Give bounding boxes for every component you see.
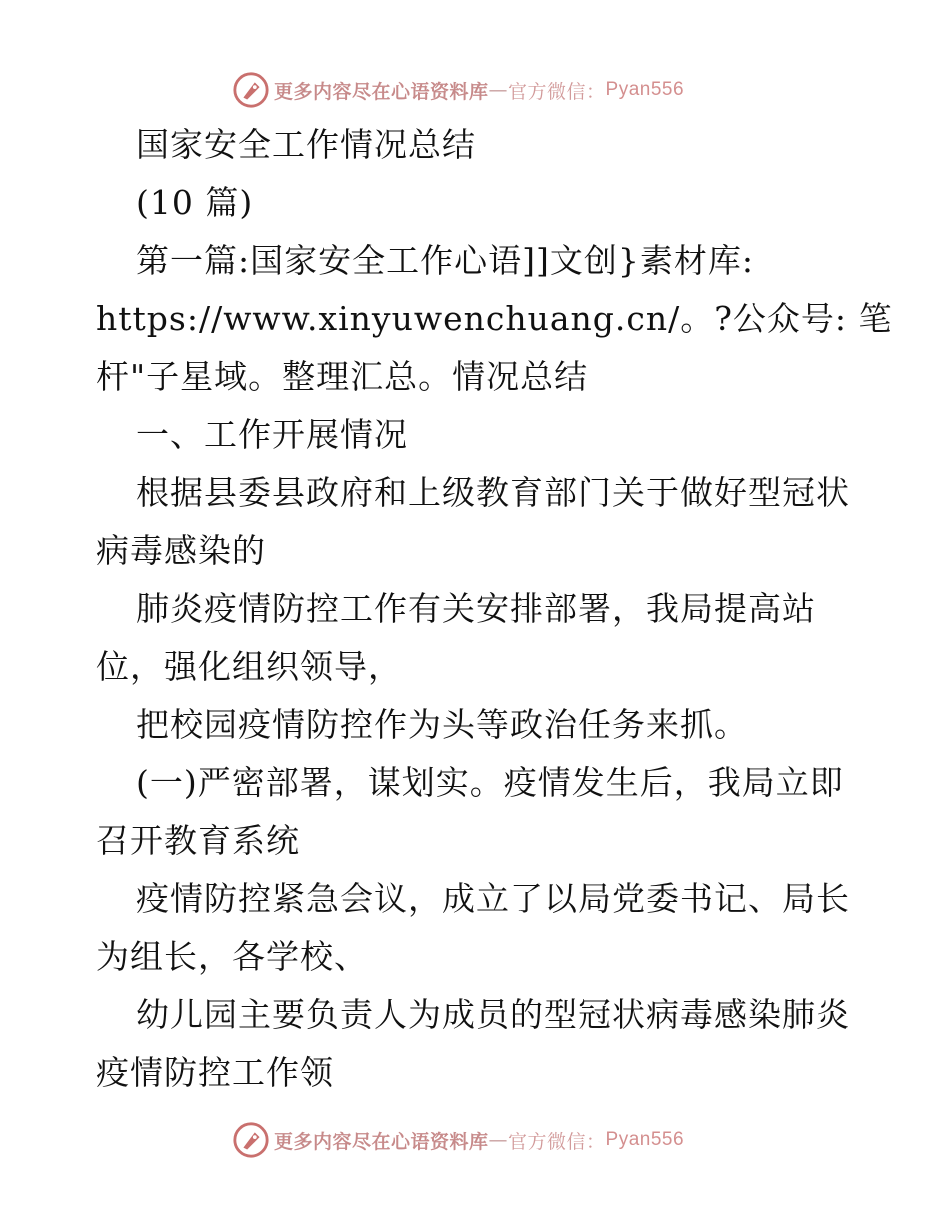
- body-line: 位，强化组织领导，: [96, 647, 402, 686]
- body-line: 第一篇:国家安全工作心语]]文创}素材库:: [136, 241, 754, 280]
- body-line: 把校园疫情防控作为头等政治任务来抓。: [136, 705, 748, 744]
- watermark-wechat-id: Pyan556: [605, 1129, 685, 1150]
- watermark-main-text: 更多内容尽在心语资料库: [274, 1130, 489, 1153]
- body-line: 疫情防控紧急会议，成立了以局党委书记、局长: [136, 879, 850, 918]
- pen-nib-logo-icon: [232, 71, 270, 109]
- body-line: 病毒感染的: [96, 531, 266, 570]
- document-title: 国家安全工作情况总结: [136, 125, 476, 164]
- header-watermark: [232, 70, 732, 110]
- body-line: (一)严密部署，谋划实。疫情发生后，我局立即: [136, 763, 844, 802]
- body-line: 召开教育系统: [96, 821, 300, 860]
- body-line: https://www.xinyuwenchuang.cn/。?公众号: 笔: [96, 299, 893, 338]
- document-body: [96, 116, 893, 1102]
- watermark-wechat-label: 官方微信：: [508, 1130, 606, 1153]
- footer-watermark: [232, 1120, 732, 1160]
- body-line: 为组长，各学校、: [96, 937, 368, 976]
- body-line: 幼儿园主要负责人为成员的型冠状病毒感染肺炎: [136, 995, 850, 1034]
- body-line: 疫情防控工作领: [96, 1053, 334, 1092]
- watermark-main-text: 更多内容尽在心语资料库: [274, 80, 489, 103]
- watermark-dash: —: [488, 79, 509, 101]
- watermark-wechat-id: Pyan556: [605, 79, 685, 100]
- section-heading: 一、工作开展情况: [136, 415, 408, 454]
- body-line: 根据县委县政府和上级教育部门关于做好型冠状: [136, 473, 850, 512]
- pen-nib-logo-icon: [232, 1121, 270, 1159]
- body-line: 肺炎疫情防控工作有关安排部署，我局提高站: [136, 589, 816, 628]
- watermark-dash: —: [488, 1129, 509, 1151]
- body-line: 杆"子星域。整理汇总。情况总结: [96, 357, 589, 396]
- document-subtitle: (10 篇): [136, 183, 254, 222]
- watermark-wechat-label: 官方微信：: [508, 80, 606, 103]
